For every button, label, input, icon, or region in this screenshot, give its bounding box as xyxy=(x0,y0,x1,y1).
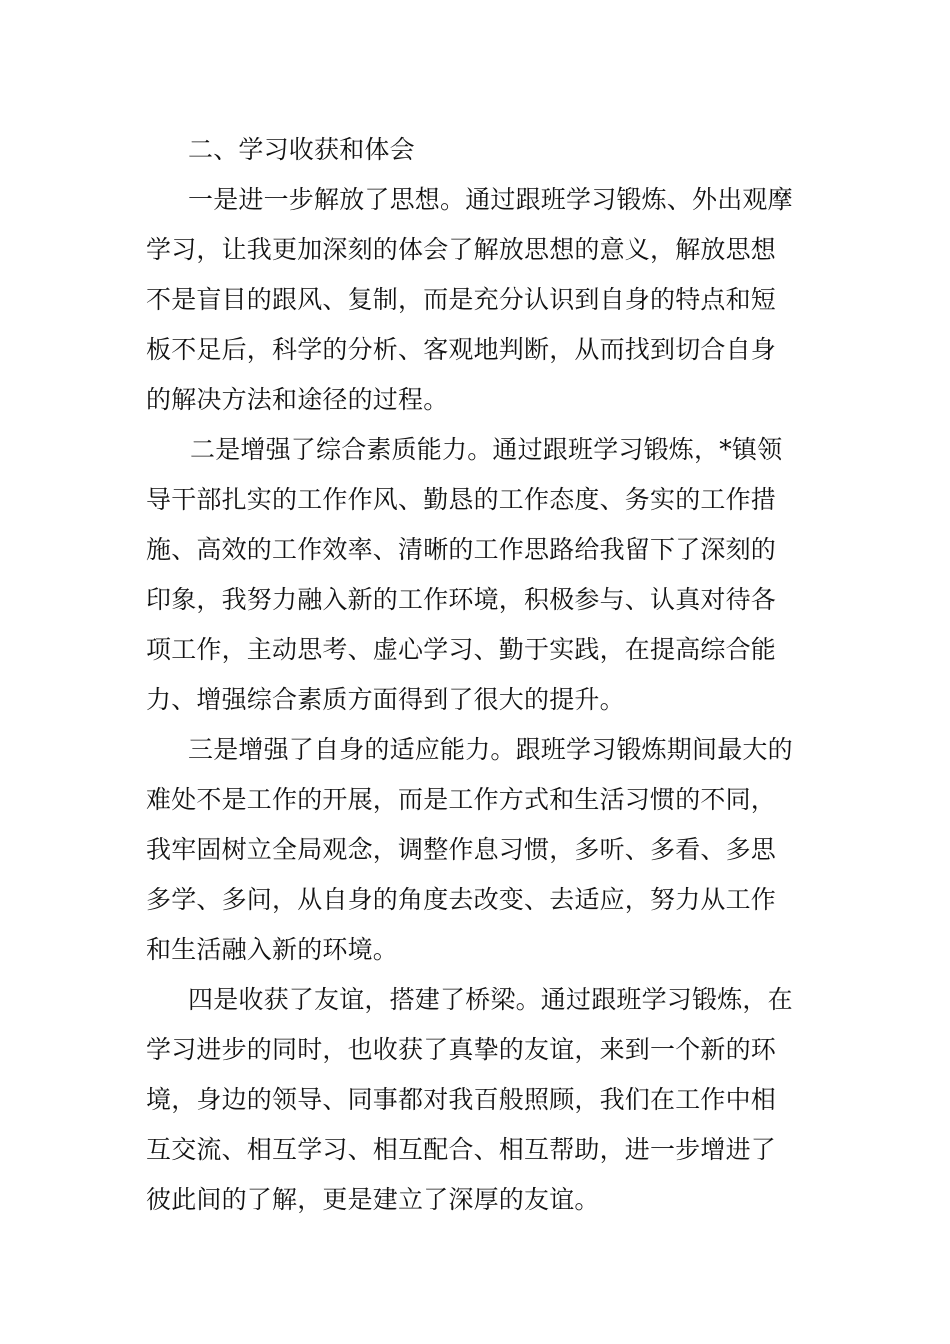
paragraph-3-line-1: 三是增强了自身的适应能力。跟班学习锻炼期间最大的 xyxy=(188,735,793,764)
paragraph-3-line-3: 我牢固树立全局观念，调整作息习惯，多听、多看、多思 xyxy=(146,835,777,864)
paragraph-4-line-1: 四是收获了友谊，搭建了桥梁。通过跟班学习锻炼，在 xyxy=(188,985,793,1014)
paragraph-2-line-6: 力、增强综合素质方面得到了很大的提升。 xyxy=(146,685,625,714)
paragraph-3-line-2: 难处不是工作的开展，而是工作方式和生活习惯的不同， xyxy=(146,785,777,814)
section-heading: 二、学习收获和体会 xyxy=(188,135,415,164)
paragraph-1-line-5: 的解决方法和途径的过程。 xyxy=(146,385,449,414)
paragraph-4-line-3: 境，身边的领导、同事都对我百般照顾，我们在工作中相 xyxy=(146,1085,777,1114)
paragraph-1-line-3: 不是盲目的跟风、复制，而是充分认识到自身的特点和短 xyxy=(146,285,777,314)
paragraph-1-line-4: 板不足后，科学的分析、客观地判断，从而找到切合自身 xyxy=(146,335,777,364)
paragraph-1-line-1: 一是进一步解放了思想。通过跟班学习锻炼、外出观摩 xyxy=(188,185,793,214)
paragraph-4-line-2: 学习进步的同时，也收获了真挚的友谊，来到一个新的环 xyxy=(146,1035,777,1064)
paragraph-3-line-4: 多学、多问，从自身的角度去改变、去适应，努力从工作 xyxy=(146,885,777,914)
paragraph-2-line-1: 二是增强了综合素质能力。通过跟班学习锻炼，*镇领 xyxy=(190,435,783,464)
paragraph-4-line-5: 彼此间的了解，更是建立了深厚的友谊。 xyxy=(146,1185,600,1214)
paragraph-2-line-4: 印象，我努力融入新的工作环境，积极参与、认真对待各 xyxy=(146,585,777,614)
paragraph-2-line-3: 施、高效的工作效率、清晰的工作思路给我留下了深刻的 xyxy=(146,535,777,564)
paragraph-2-line-5: 项工作，主动思考、虚心学习、勤于实践，在提高综合能 xyxy=(146,635,777,664)
paragraph-1-line-2: 学习，让我更加深刻的体会了解放思想的意义，解放思想 xyxy=(146,235,777,264)
paragraph-2-line-2: 导干部扎实的工作作风、勤恳的工作态度、务实的工作措 xyxy=(146,485,777,514)
paragraph-3-line-5: 和生活融入新的环境。 xyxy=(146,935,399,964)
paragraph-4-line-4: 互交流、相互学习、相互配合、相互帮助，进一步增进了 xyxy=(146,1135,777,1164)
